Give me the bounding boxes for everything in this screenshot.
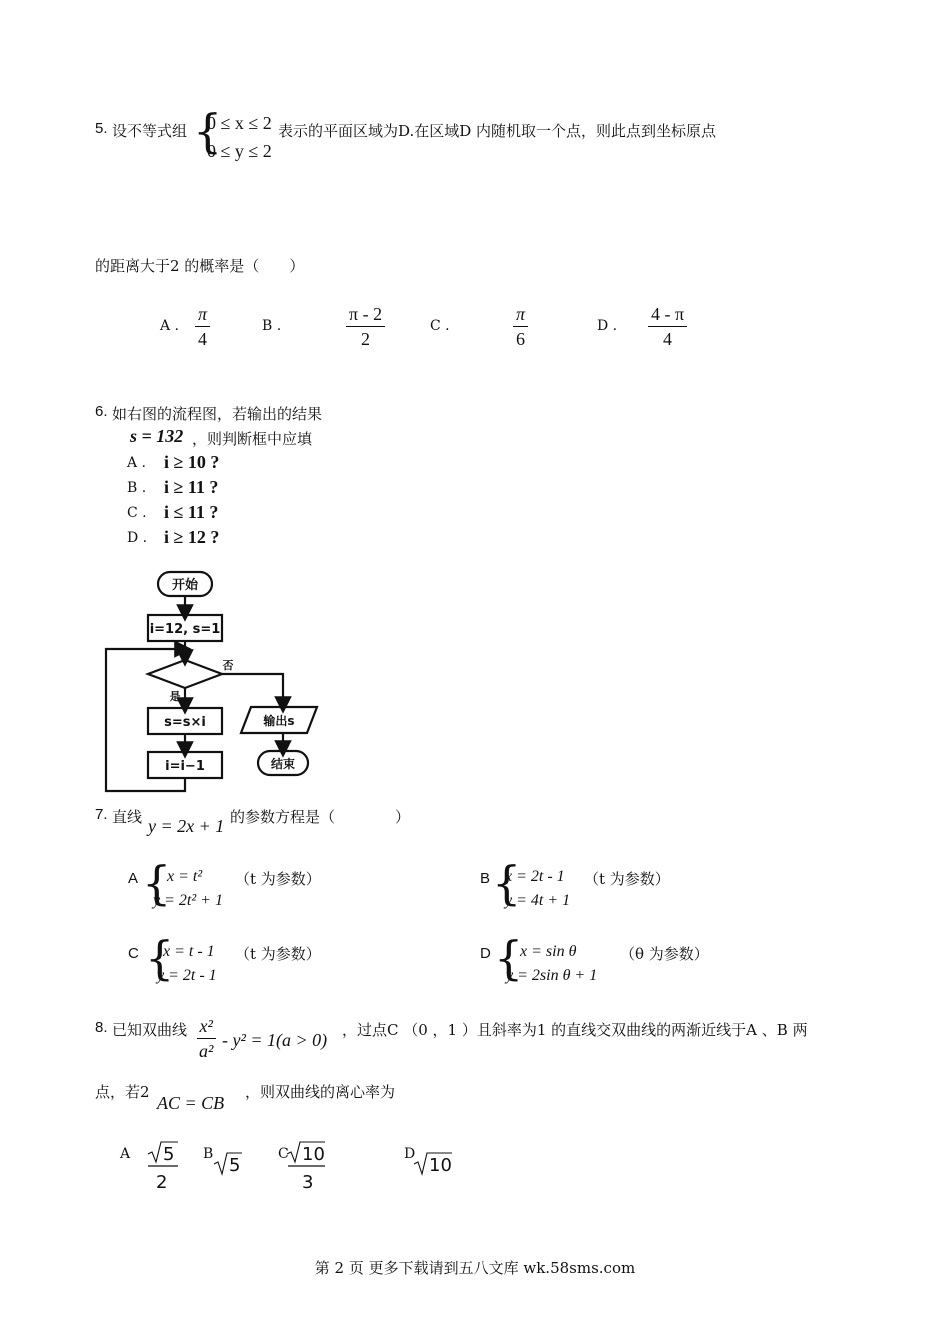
flow-output-label: 输出s	[263, 714, 295, 728]
q8-option-d-letter: D	[404, 1146, 416, 1162]
q8-text4: ，则双曲线的离心率为	[245, 1083, 396, 1101]
svg-text:10: 10	[429, 1155, 452, 1176]
q5-option-a-den: 4	[198, 329, 208, 349]
q8-vector-equation: AC = CB	[157, 1093, 225, 1113]
q7-option-a-note: （t 为参数）	[235, 870, 321, 888]
q5-option-c-fraction	[513, 304, 528, 349]
flow-multiply-label: s=s×i	[164, 715, 206, 730]
q5-text2: 的距离大于2 的概率是（ ）	[95, 257, 305, 275]
q8-option-b-letter: B	[203, 1146, 214, 1162]
q7-option-a-brace: {	[142, 856, 172, 910]
q6-option-b-value: i ≥ 11 ?	[164, 477, 219, 497]
page-footer: 第 2 页 更多下载请到五八文库 wk.58sms.com	[314, 1259, 636, 1277]
q7-option-d-eq2: y = 2sin θ + 1	[506, 967, 598, 984]
q7-option-a-eq2: y = 2t² + 1	[153, 892, 223, 909]
q5-prefix: 设不等式组	[112, 122, 188, 140]
q7-option-d-letter: D	[480, 945, 491, 962]
q5-text1: 表示的平面区域为D.在区域D 内随机取一个点，则此点到坐标原点	[278, 122, 717, 140]
q6-option-d-value: i ≥ 12 ?	[164, 527, 220, 547]
q5-option-c-den: 6	[516, 329, 526, 349]
q7-option-d-system	[506, 940, 597, 988]
q8-option-c-letter: C	[278, 1146, 289, 1162]
q6-option-c-value: i ≤ 11 ?	[164, 502, 219, 522]
q5-option-d-den: 4	[663, 329, 673, 349]
q5-brace: {	[193, 104, 223, 158]
q7-option-c-note: （t 为参数）	[235, 945, 321, 963]
q6-option-b-letter: B .	[127, 480, 147, 496]
q7-text1: 直线	[112, 808, 143, 826]
q7-option-d-eq1: x = sin θ	[520, 943, 577, 960]
q7-option-b-system	[505, 865, 570, 913]
q8-text1: 已知双曲线	[112, 1021, 188, 1039]
svg-text:5: 5	[163, 1144, 175, 1165]
q7-option-b-eq1: x = 2t - 1	[505, 868, 565, 885]
q8-option-d-value	[412, 1150, 458, 1180]
q5-number: 5.	[95, 120, 108, 137]
q7-option-b-eq2: y = 4t + 1	[505, 892, 571, 909]
q6-option-c-letter: C .	[127, 505, 147, 521]
q8-equation-rest: - y² = 1(a > 0)	[222, 1030, 328, 1050]
flow-end-label: 结束	[270, 757, 296, 771]
q7-option-a-eq1: x = t²	[167, 868, 203, 885]
q7-option-c-system	[157, 940, 217, 988]
q7-text2: 的参数方程是（ ）	[230, 808, 411, 826]
q5-option-b-fraction	[346, 304, 385, 349]
q5-option-a-letter: A .	[160, 318, 180, 334]
q7-option-c-eq1: x = t - 1	[163, 943, 215, 960]
q6-text2: ，则判断框中应填	[192, 430, 313, 448]
q5-ineq2: 0 ≤ y ≤ 2	[207, 141, 272, 161]
q8-number: 8.	[95, 1019, 108, 1036]
svg-text:5: 5	[229, 1155, 241, 1176]
q7-option-d-note: （θ 为参数）	[620, 945, 709, 963]
q6-option-a-value: i ≥ 10 ?	[164, 452, 220, 472]
q8-option-a-letter: A	[120, 1146, 131, 1162]
q5-option-d-fraction	[648, 304, 687, 349]
q7-option-b-note: （t 为参数）	[584, 870, 670, 888]
q7-option-a-system	[153, 865, 223, 913]
q8-frac-num: x²	[197, 1016, 216, 1039]
q8-option-b-value	[212, 1150, 248, 1180]
flow-start-label: 开始	[171, 578, 199, 593]
q6-result: s = 132	[130, 426, 184, 446]
q6-flowchart	[95, 565, 335, 797]
q6-option-a-letter: A .	[127, 455, 147, 471]
svg-text:2: 2	[156, 1172, 168, 1193]
q5-option-a-num: π	[195, 304, 210, 327]
flow-no-label: 否	[222, 659, 234, 672]
q8-option-a-value	[144, 1140, 184, 1196]
q5-option-d-num: 4 - π	[648, 304, 687, 327]
q5-option-b-num: π - 2	[346, 304, 385, 327]
q6-option-d-letter: D .	[127, 530, 148, 546]
q8-text3: 点，若2	[95, 1083, 150, 1101]
q8-frac-den: a²	[199, 1041, 214, 1061]
q7-line-equation: y = 2x + 1	[148, 816, 225, 836]
q8-fraction	[196, 1016, 216, 1061]
q6-number: 6.	[95, 403, 108, 420]
q6-text1: 如右图的流程图，若输出的结果	[112, 405, 323, 423]
q5-ineq1: 0 ≤ x ≤ 2	[207, 113, 272, 133]
q5-option-d-letter: D .	[597, 318, 618, 334]
q5-option-b-letter: B .	[262, 318, 282, 334]
flow-yes-label: 是	[169, 690, 181, 703]
q7-option-c-letter: C	[128, 945, 139, 962]
flow-decision-node	[148, 660, 222, 688]
q5-option-c-letter: C .	[430, 318, 450, 334]
q7-option-c-brace: {	[145, 931, 175, 985]
q8-option-c-value	[285, 1140, 329, 1196]
q5-option-a-fraction	[195, 304, 210, 349]
q5-option-c-num: π	[513, 304, 528, 327]
q7-option-c-eq2: y = 2t - 1	[157, 967, 217, 984]
q8-text2: ，过点C （0 ，1 ）且斜率为1 的直线交双曲线的两渐近线于A 、B 两	[342, 1021, 808, 1039]
q7-option-d-brace: {	[494, 931, 524, 985]
q7-option-a-letter: A	[128, 870, 139, 887]
svg-text:10: 10	[302, 1144, 325, 1165]
q7-option-b-letter: B	[480, 870, 491, 887]
q7-number: 7.	[95, 806, 108, 823]
q7-option-b-brace: {	[492, 856, 522, 910]
flow-init-label: i=12, s=1	[149, 622, 221, 637]
svg-text:3: 3	[302, 1172, 314, 1193]
q5-option-b-den: 2	[361, 329, 371, 349]
flow-decrement-label: i=i−1	[165, 759, 205, 774]
